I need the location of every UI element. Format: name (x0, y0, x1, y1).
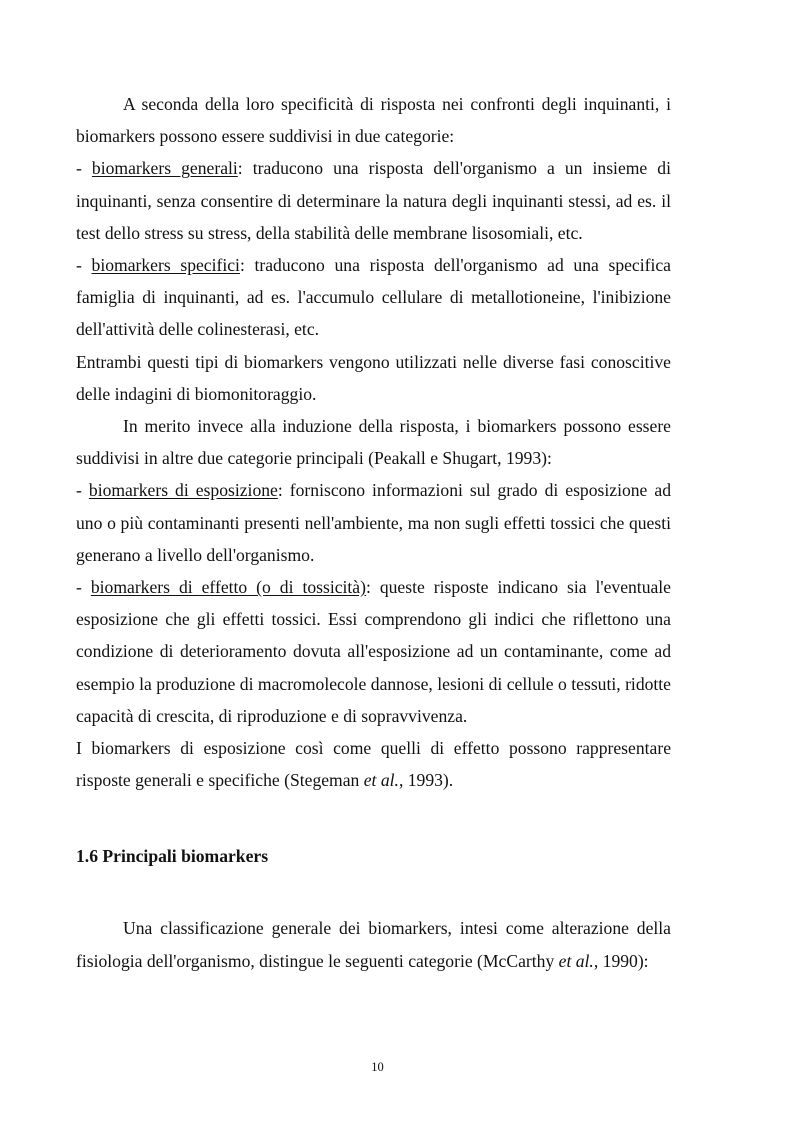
list-item-effect-biomarkers (76, 571, 671, 732)
paragraph-induction (76, 410, 671, 474)
citation-year: , 1990): (593, 950, 649, 971)
term-definition: : traducono una risposta dell'organismo a un insieme di inquinanti, senza consentire di determinare la natura degli inquinanti stessi, ad es. il test dello stress su stress, della stabilità delle membrane lisosomiali, etc. (76, 158, 671, 243)
paragraph-text: A seconda della loro specificità di risposta nei confronti degli inquinanti, i biomarkers possono essere suddivisi in due categorie: (76, 94, 671, 147)
citation-year: , 1993). (398, 770, 454, 791)
paragraph-classification (76, 912, 671, 976)
paragraph-both-types (76, 346, 671, 410)
paragraph-text: Una classificazione generale dei biomarkers, intesi come alterazione della fisiologia dell'organismo, distingue le seguenti categorie (McCarthy (76, 918, 671, 971)
document-page (76, 88, 671, 977)
citation-et-al: et al. (363, 770, 399, 791)
bullet-dash: - (76, 158, 92, 179)
term-effect-biomarkers: biomarkers di effetto (o di tossicità) (90, 577, 366, 598)
term-specific-biomarkers: biomarkers specifici (91, 255, 240, 276)
paragraph-exposure-effect (76, 732, 671, 796)
list-item-general-biomarkers (76, 152, 671, 249)
paragraph-text: In merito invece alla induzione della risposta, i biomarkers possono essere suddivisi in altre due categorie principali (Peakall e Shugart, 1993): (76, 416, 671, 469)
term-general-biomarkers: biomarkers generali (91, 158, 238, 179)
term-exposure-biomarkers: biomarkers di esposizione (88, 480, 278, 501)
section-heading: 1.6 Principali biomarkers (76, 846, 269, 867)
paragraph-text: I biomarkers di esposizione così come quelli di effetto possono rappresentare risposte generali e specifiche (Stegeman (76, 738, 671, 791)
bullet-dash: - (76, 255, 92, 276)
list-item-specific-biomarkers (76, 249, 671, 346)
bullet-dash: - (76, 480, 89, 501)
spacer (76, 796, 671, 840)
list-item-exposure-biomarkers (76, 474, 671, 571)
citation-et-al: et al. (558, 950, 594, 971)
bullet-dash: - (76, 577, 91, 598)
term-definition: : queste risposte indicano sia l'eventuale esposizione che gli effetti tossici. Essi comprendono gli indici che riflettono una condizione di deterioramento dovuta all'esposizione ad un contaminante, come ad esempio la produzione di macromolecole dannose, lesioni di cellule o tessuti, ridotte capacità di crescita, di riproduzione e di sopravvivenza. (76, 577, 671, 726)
term-definition: : traducono una risposta dell'organismo ad una specifica famiglia di inquinanti, ad es. l'accumulo cellulare di metallotioneine, l'inibizione dell'attività delle colinesterasi, etc. (76, 255, 671, 340)
term-definition: : forniscono informazioni sul grado di esposizione ad uno o più contaminanti presenti nell'ambiente, ma non sugli effetti tossici che questi generano a livello dell'organismo. (76, 480, 671, 565)
spacer (76, 872, 671, 912)
page-number: 10 (371, 1060, 384, 1074)
paragraph-text: Entrambi questi tipi di biomarkers vengono utilizzati nelle diverse fasi conoscitive delle indagini di biomonitoraggio. (76, 351, 671, 404)
paragraph-specificity (76, 88, 671, 152)
